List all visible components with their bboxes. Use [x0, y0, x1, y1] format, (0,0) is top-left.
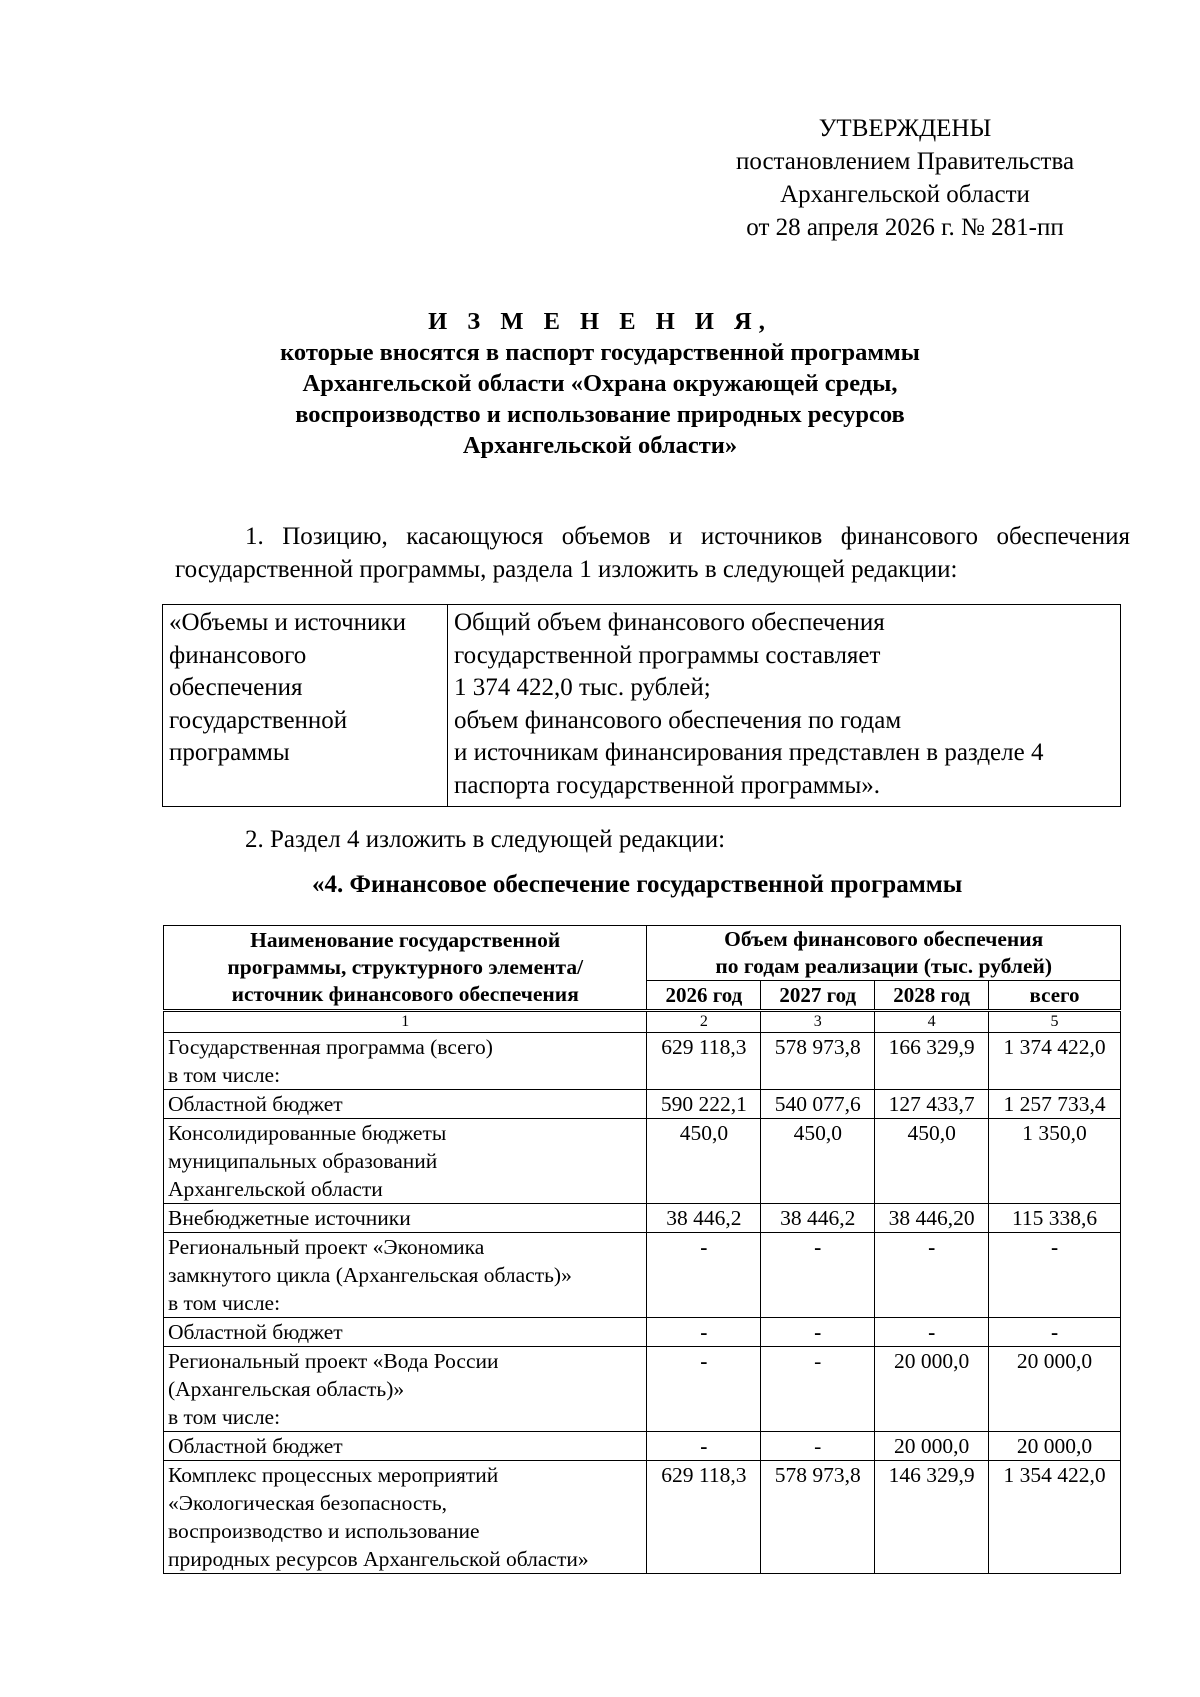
passport-label-line: финансового — [169, 641, 307, 669]
column-number-row — [164, 1011, 1121, 1033]
row-name-line: в том числе: — [168, 1405, 281, 1429]
header-volume-line: Объем финансового обеспечения — [724, 927, 1044, 951]
total-value-cell: 1 257 733,4 — [989, 1090, 1121, 1119]
year-value-cell: - — [647, 1347, 761, 1432]
table-row — [164, 1090, 1121, 1119]
row-name-cell — [164, 1204, 647, 1233]
year-value-cell: - — [647, 1318, 761, 1347]
row-name-cell — [164, 1090, 647, 1119]
year-value-cell: 629 118,3 — [647, 1033, 761, 1090]
passport-value-line: и источникам финансирования представлен в разделе 4 — [454, 739, 1044, 766]
document-heading: И З М Е Н Е Н И Я, — [428, 308, 772, 335]
table-row — [164, 1033, 1121, 1090]
row-name-line: в том числе: — [168, 1063, 281, 1087]
passport-value-line: паспорта государственной программы». — [454, 771, 881, 799]
year-value-cell: - — [647, 1432, 761, 1461]
year-value-cell: 166 329,9 — [875, 1033, 989, 1090]
paragraph-1-text: 1. Позицию, касающуюся объемов и источников финансового обеспечения государственной программы, раздела 1 изложить в следующей редакции: — [175, 523, 1130, 583]
row-name-line: Областной бюджет — [168, 1434, 343, 1458]
year-value-cell: 540 077,6 — [761, 1090, 875, 1119]
year-value-cell: - — [761, 1347, 875, 1432]
year-value-cell: 146 329,9 — [875, 1461, 989, 1574]
table-row — [164, 1318, 1121, 1347]
paragraph-2-text: 2. Раздел 4 изложить в следующей редакции: — [245, 826, 726, 853]
year-value-cell: - — [875, 1233, 989, 1318]
year-value-cell: 590 222,1 — [647, 1090, 761, 1119]
year-value-cell: 450,0 — [761, 1119, 875, 1204]
column-number: 5 — [989, 1011, 1121, 1033]
year-value-cell: - — [647, 1233, 761, 1318]
column-number: 2 — [647, 1011, 761, 1033]
year-value-cell: 450,0 — [647, 1119, 761, 1204]
row-name-cell — [164, 1318, 647, 1347]
approval-title: УТВЕРЖДЕНЫ — [818, 115, 992, 142]
header-name-line: Наименование государственной — [250, 928, 561, 952]
table-row — [164, 1347, 1121, 1432]
passport-label-line: программы — [169, 739, 290, 766]
row-name-line: воспроизводство и использование — [168, 1519, 480, 1543]
row-name-cell — [164, 1347, 647, 1432]
passport-value-line: государственной программы составляет — [454, 641, 881, 669]
year-value-cell: 578 973,8 — [761, 1033, 875, 1090]
table-row — [164, 1204, 1121, 1233]
column-number: 3 — [761, 1011, 875, 1033]
title-line: Архангельской области» — [462, 432, 738, 459]
year-value-cell: 629 118,3 — [647, 1461, 761, 1574]
total-value-cell: 115 338,6 — [989, 1204, 1121, 1233]
passport-value-line: Общий объем финансового обеспечения — [454, 609, 885, 636]
passport-label-line: «Объемы и источники — [169, 609, 406, 636]
row-name-line: Консолидированные бюджеты — [168, 1121, 447, 1145]
year-value-cell: - — [875, 1318, 989, 1347]
year-header: 2027 год — [761, 981, 875, 1011]
row-name-line: Архангельской области — [168, 1177, 383, 1201]
row-name-line: Комплекс процессных мероприятий — [168, 1463, 499, 1487]
passport-label-cell — [163, 605, 448, 807]
paragraph-2 — [175, 823, 1130, 856]
finance-table-body — [164, 1033, 1121, 1574]
row-name-cell — [164, 1119, 647, 1204]
row-name-cell — [164, 1033, 647, 1090]
row-name-cell — [164, 1432, 647, 1461]
passport-label-line: обеспечения — [169, 674, 303, 701]
title-line: воспроизводство и использование природных ресурсов — [295, 401, 905, 428]
passport-value-line: 1 374 422,0 тыс. рублей; — [454, 674, 711, 701]
row-name-line: замкнутого цикла (Архангельская область)» — [168, 1263, 572, 1287]
year-value-cell: 38 446,2 — [761, 1204, 875, 1233]
total-header: всего — [989, 981, 1121, 1011]
total-value-cell: 1 374 422,0 — [989, 1033, 1121, 1090]
year-value-cell: 578 973,8 — [761, 1461, 875, 1574]
year-value-cell: 38 446,2 — [647, 1204, 761, 1233]
row-name-line: Региональный проект «Экономика — [168, 1235, 485, 1259]
paragraph-1 — [175, 520, 1130, 586]
row-name-line: Региональный проект «Вода России — [168, 1349, 499, 1373]
row-name-line: Государственная программа (всего) — [168, 1035, 493, 1059]
year-header: 2026 год — [647, 981, 761, 1011]
year-header: 2028 год — [875, 981, 989, 1011]
approval-block — [700, 112, 1110, 244]
row-name-line: «Экологическая безопасность, — [168, 1491, 448, 1515]
header-name-line: программы, структурного элемента/ — [227, 955, 584, 979]
header-volume-line: по годам реализации (тыс. рублей) — [715, 954, 1053, 978]
row-name-line: Областной бюджет — [168, 1092, 343, 1116]
row-name-line: (Архангельская область)» — [168, 1377, 405, 1401]
header-name-line: источник финансового обеспечения — [231, 982, 579, 1006]
row-name-line: Внебюджетные источники — [168, 1206, 411, 1230]
year-value-cell: 450,0 — [875, 1119, 989, 1204]
total-value-cell: 20 000,0 — [989, 1347, 1121, 1432]
section-heading: «4. Финансовое обеспечение государственной программы — [312, 871, 963, 898]
row-name-line: природных ресурсов Архангельской области» — [168, 1547, 589, 1571]
total-value-cell: 1 350,0 — [989, 1119, 1121, 1204]
year-value-cell: - — [761, 1318, 875, 1347]
passport-row — [163, 605, 1121, 807]
year-value-cell: 20 000,0 — [875, 1347, 989, 1432]
finance-header-row — [164, 926, 1121, 981]
year-value-cell: 127 433,7 — [875, 1090, 989, 1119]
header-volume-cell — [647, 926, 1121, 981]
row-name-line: муниципальных образований — [168, 1149, 438, 1173]
header-name-cell — [164, 926, 647, 1011]
year-value-cell: - — [761, 1233, 875, 1318]
table-row — [164, 1461, 1121, 1574]
document-title — [160, 306, 1040, 461]
row-name-cell — [164, 1461, 647, 1574]
year-value-cell: 20 000,0 — [875, 1432, 989, 1461]
finance-table — [163, 925, 1121, 1574]
approval-line: Архангельской области — [780, 181, 1030, 208]
passport-table — [162, 604, 1121, 807]
passport-label-line: государственной — [169, 706, 348, 734]
table-row — [164, 1119, 1121, 1204]
passport-value-line: объем финансового обеспечения по годам — [454, 706, 902, 734]
row-name-line: в том числе: — [168, 1291, 281, 1315]
table-row — [164, 1233, 1121, 1318]
total-value-cell: 1 354 422,0 — [989, 1461, 1121, 1574]
year-value-cell: 38 446,20 — [875, 1204, 989, 1233]
approval-line: постановлением Правительства — [735, 148, 1075, 175]
year-value-cell: - — [761, 1432, 875, 1461]
passport-value-cell — [448, 605, 1121, 807]
row-name-cell — [164, 1233, 647, 1318]
approval-date: от 28 апреля 2026 г. № 281-пп — [746, 214, 1064, 241]
total-value-cell: - — [989, 1318, 1121, 1347]
title-line: которые вносятся в паспорт государственной программы — [280, 339, 920, 366]
title-line: Архангельской области «Охрана окружающей среды, — [302, 370, 898, 397]
total-value-cell: 20 000,0 — [989, 1432, 1121, 1461]
total-value-cell: - — [989, 1233, 1121, 1318]
column-number: 1 — [164, 1011, 647, 1033]
column-number: 4 — [875, 1011, 989, 1033]
row-name-line: Областной бюджет — [168, 1320, 343, 1344]
table-row — [164, 1432, 1121, 1461]
